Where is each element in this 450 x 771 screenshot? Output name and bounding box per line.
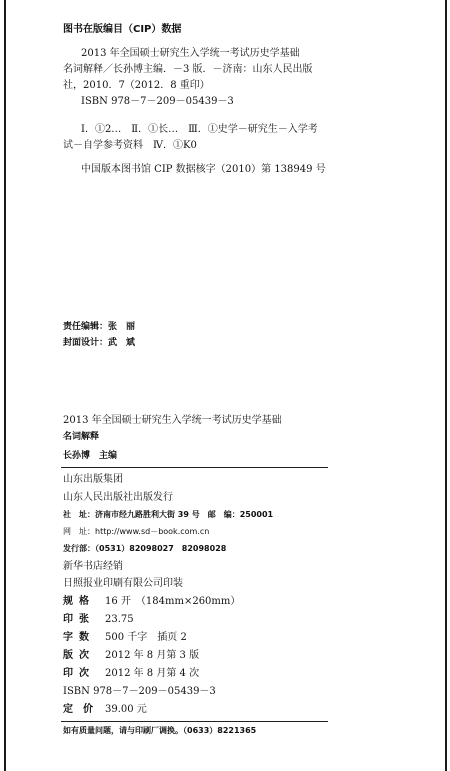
price-row — [63, 705, 147, 715]
cip-line-1: 2013 年全国硕士研究生入学统一考试历史学基础 — [81, 48, 300, 59]
quality-notice: 如有质量问题，请与印刷厂调换。（0633）8221365 — [63, 726, 257, 735]
publisher: 山东人民出版社出版发行 — [63, 492, 173, 503]
cover-designer: 封面设计：武 斌 — [63, 338, 136, 348]
cip-data-number: 中国版本图书馆 CIP 数据核字（2010）第 138949 号 — [81, 164, 326, 175]
cip-heading: 图书在版编目（CIP）数据 — [63, 24, 182, 35]
distributor: 新华书店经销 — [63, 561, 123, 572]
spec-row: 规格 16 开 （184mm×260mm） — [63, 596, 241, 607]
price-label: 定 价 — [63, 704, 93, 715]
cip-line-6: 试－自学参考资料 Ⅳ．①K0 — [63, 140, 197, 151]
publisher-website: 网 址：http://www.sd－book.com.cn — [63, 527, 210, 536]
cip-isbn: ISBN 978－7－209－05439－3 — [81, 96, 234, 107]
publisher-phone: 发行部：（0531）82098027 82098028 — [63, 544, 227, 553]
cip-line-2: 名词解释／长孙博主编．－3 版．－济南：山东人民出版 — [63, 64, 313, 75]
publisher-address: 社 址：济南市经九路胜利大街 39 号 邮 编：250001 — [63, 510, 274, 519]
spec-row: 印张 23.75 — [63, 614, 134, 625]
cip-line-5: Ⅰ．①2… Ⅱ．①长… Ⅲ．①史学－研究生－入学考 — [81, 124, 318, 135]
colophon-isbn: ISBN 978－7－209－05439－3 — [63, 686, 216, 697]
responsible-editor: 责任编辑：张 丽 — [63, 322, 136, 332]
price-value: 39.00 元 — [105, 704, 147, 715]
colophon-title-line-1: 2013 年全国硕士研究生入学统一考试历史学基础 — [63, 415, 282, 426]
spec-row: 字数 500 千字 插页 2 — [63, 632, 187, 643]
spec-row: 印次 2012 年 8 月第 4 次 — [63, 668, 200, 679]
cip-line-3: 社，2010．7（2012．8 重印） — [63, 80, 210, 91]
colophon-title-line-2: 名词解释 — [63, 432, 100, 442]
printer: 日照报业印刷有限公司印装 — [63, 578, 183, 589]
publisher-group: 山东出版集团 — [63, 474, 123, 485]
copyright-page — [4, 0, 447, 771]
colophon-rule-top — [61, 467, 328, 468]
spec-row: 版次 2012 年 8 月第 3 版 — [63, 650, 200, 661]
colophon-author: 长孙博 主编 — [63, 451, 118, 461]
colophon-rule-bottom — [61, 721, 328, 722]
